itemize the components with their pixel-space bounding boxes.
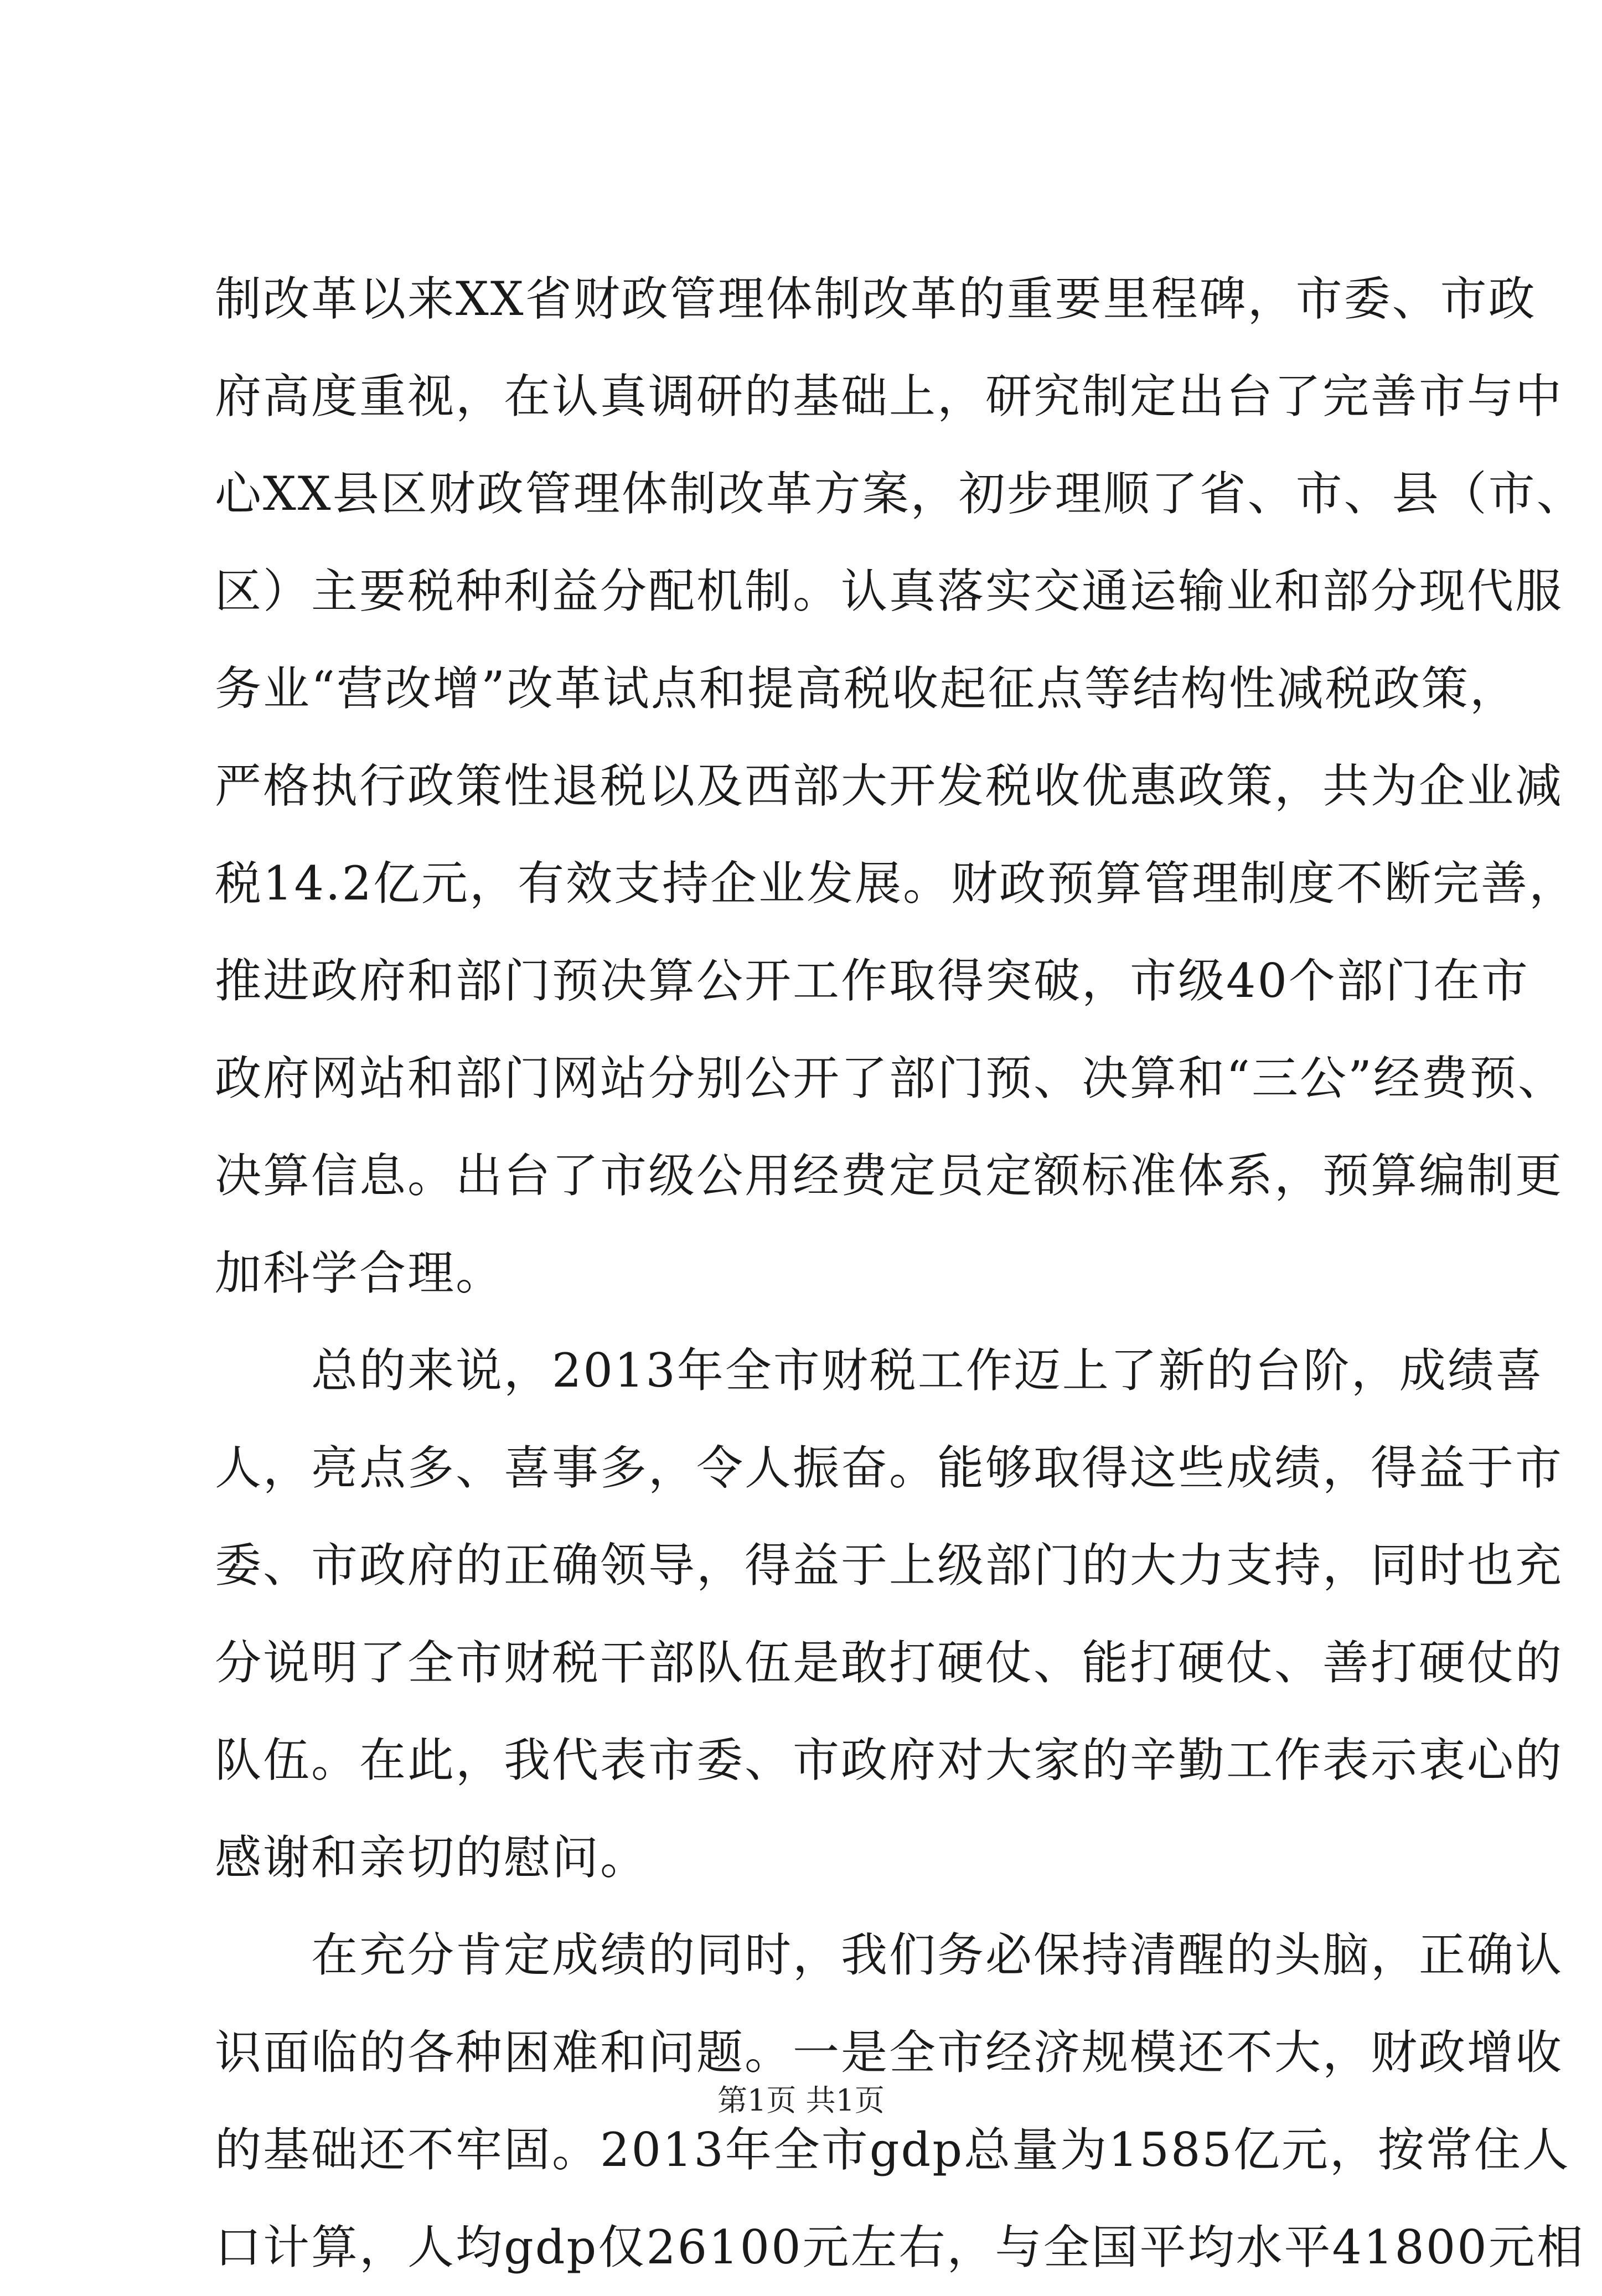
text-line: 委、市政府的正确领导，得益于上级部门的大力支持，同时也充 xyxy=(215,1538,1564,1592)
text-line: 感谢和亲切的慰问。 xyxy=(215,1830,649,1885)
text-line: 推进政府和部门预决算公开工作取得突破，市级40个部门在市 xyxy=(215,954,1529,1008)
document-body xyxy=(215,250,1585,2296)
text-line: 务业“营改增”改革试点和提高税收起征点等结构性减税政策， xyxy=(215,661,1518,716)
text-line: 府高度重视，在认真调研的基础上，研究制定出台了完善市与中 xyxy=(215,369,1564,423)
page-number-label: 第1页 共1页 xyxy=(717,2083,885,2118)
text-line: 队伍。在此，我代表市委、市政府对大家的辛勤工作表示衷心的 xyxy=(215,1733,1564,1787)
text-line: 政府网站和部门网站分别公开了部门预、决算和“三公”经费预、 xyxy=(215,1051,1566,1105)
text-line: 口计算，人均gdp仅26100元左右，与全国平均水平41800元相 xyxy=(215,2220,1585,2274)
text-line: 严格执行政策性退税以及西部大开发税收优惠政策，共为企业减 xyxy=(215,759,1564,813)
text-line: 税14.2亿元，有效支持企业发展。财政预算管理制度不断完善， xyxy=(215,856,1578,911)
text-line: 总的来说，2013年全市财税工作迈上了新的台阶，成绩喜 xyxy=(215,1343,1544,1398)
text-line: 分说明了全市财税干部队伍是敢打硬仗、能打硬仗、善打硬仗的 xyxy=(215,1636,1564,1690)
text-line: 加科学合理。 xyxy=(215,1246,504,1300)
page-footer xyxy=(0,2081,1602,2120)
text-line: 在充分肯定成绩的同时，我们务必保持清醒的头脑，正确认 xyxy=(215,1928,1564,1982)
text-line: 制改革以来XX省财政管理体制改革的重要里程碑，市委、市政 xyxy=(215,272,1537,326)
text-line: 识面临的各种困难和问题。一是全市经济规模还不大，财政增收 xyxy=(215,2025,1564,2080)
text-line: 人，亮点多、喜事多，令人振奋。能够取得这些成绩，得益于市 xyxy=(215,1441,1564,1495)
text-line: 的基础还不牢固。2013年全市gdp总量为1585亿元，按常住人 xyxy=(215,2123,1570,2177)
text-line: 心XX县区财政管理体制改革方案，初步理顺了省、市、县（市、 xyxy=(215,467,1585,521)
text-line: 区）主要税种利益分配机制。认真落实交通运输业和部分现代服 xyxy=(215,564,1564,618)
text-line: 决算信息。出台了市级公用经费定员定额标准体系，预算编制更 xyxy=(215,1149,1564,1203)
